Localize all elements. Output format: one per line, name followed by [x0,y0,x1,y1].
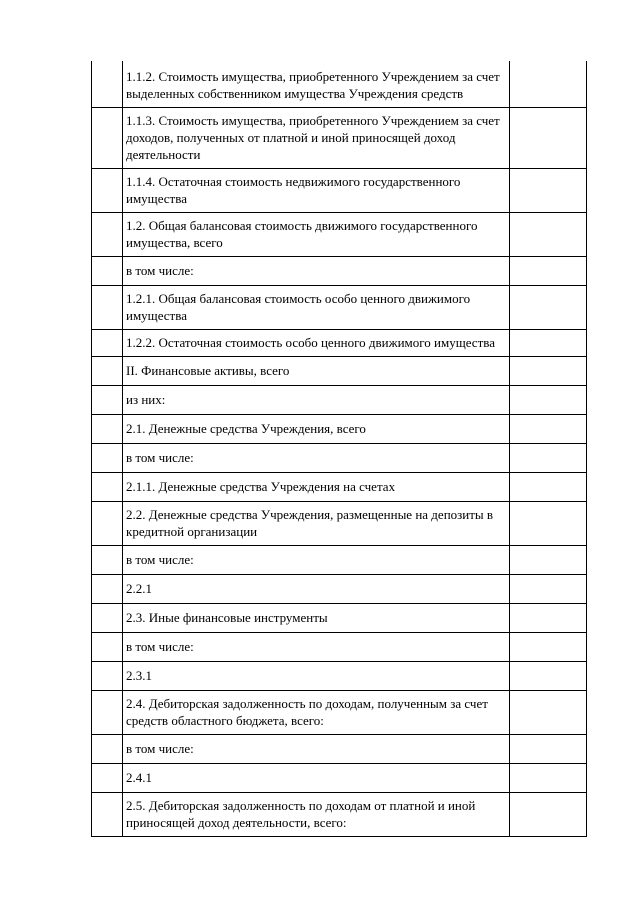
indicator-name-cell: 1.2.1. Общая балансовая стоимость особо ценного движимого имущества [123,286,510,330]
value-cell [510,357,587,386]
row-number-cell [92,575,123,604]
table-row [92,169,587,213]
table-row [92,633,587,662]
value-cell [510,662,587,691]
indicator-name-cell: 2.4.1 [123,764,510,793]
row-number-cell [92,444,123,473]
value-cell [510,575,587,604]
value-cell [510,604,587,633]
table-row [92,213,587,257]
value-cell [510,444,587,473]
value-cell [510,793,587,837]
row-number-cell [92,793,123,837]
row-number-cell [92,257,123,286]
row-number-cell [92,691,123,735]
indicator-name-cell: II. Финансовые активы, всего [123,357,510,386]
value-cell [510,257,587,286]
indicator-name-cell: 1.2. Общая балансовая стоимость движимого государственного имущества, всего [123,213,510,257]
indicator-name-cell: 2.1. Денежные средства Учреждения, всего [123,415,510,444]
table-row [92,764,587,793]
table-row [92,444,587,473]
value-cell [510,330,587,357]
financial-indicators-table [91,61,587,837]
table-row [92,662,587,691]
value-cell [510,169,587,213]
table-row [92,415,587,444]
value-cell [510,286,587,330]
table-row [92,257,587,286]
indicator-name-cell: 2.3.1 [123,662,510,691]
value-cell [510,691,587,735]
row-number-cell [92,662,123,691]
value-cell [510,502,587,546]
table-row [92,575,587,604]
value-cell [510,213,587,257]
value-cell [510,546,587,575]
indicator-name-cell: в том числе: [123,444,510,473]
row-number-cell [92,286,123,330]
row-number-cell [92,108,123,169]
table-row [92,604,587,633]
value-cell [510,108,587,169]
value-cell [510,633,587,662]
indicator-name-cell: 1.2.2. Остаточная стоимость особо ценного движимого имущества [123,330,510,357]
table-row [92,108,587,169]
row-number-cell [92,735,123,764]
table-row [92,357,587,386]
indicator-name-cell: 2.5. Дебиторская задолженность по доходам от платной и иной приносящей доход деятельности, всего: [123,793,510,837]
row-number-cell [92,415,123,444]
indicator-name-cell: 2.2.1 [123,575,510,604]
indicator-name-cell: в том числе: [123,735,510,764]
indicator-name-cell: в том числе: [123,257,510,286]
table-row [92,735,587,764]
value-cell [510,415,587,444]
indicator-name-cell: из них: [123,386,510,415]
indicator-name-cell: 1.1.4. Остаточная стоимость недвижимого государственного имущества [123,169,510,213]
indicator-name-cell: 1.1.3. Стоимость имущества, приобретенного Учреждением за счет доходов, полученных от платной и иной приносящей доход деятельности [123,108,510,169]
table-row [92,330,587,357]
row-number-cell [92,169,123,213]
value-cell [510,764,587,793]
row-number-cell [92,61,123,108]
row-number-cell [92,502,123,546]
indicator-name-cell: 2.1.1. Денежные средства Учреждения на счетах [123,473,510,502]
row-number-cell [92,764,123,793]
table-row [92,546,587,575]
value-cell [510,386,587,415]
row-number-cell [92,386,123,415]
indicator-name-cell: 2.4. Дебиторская задолженность по доходам, полученным за счет средств областного бюджета, всего: [123,691,510,735]
indicator-name-cell: в том числе: [123,546,510,575]
table-row [92,793,587,837]
indicator-name-cell: 2.2. Денежные средства Учреждения, размещенные на депозиты в кредитной организации [123,502,510,546]
row-number-cell [92,633,123,662]
row-number-cell [92,357,123,386]
table-row [92,61,587,108]
indicator-name-cell: в том числе: [123,633,510,662]
row-number-cell [92,546,123,575]
table-row [92,386,587,415]
indicator-name-cell: 1.1.2. Стоимость имущества, приобретенного Учреждением за счет выделенных собственником имущества Учреждения средств [123,61,510,108]
row-number-cell [92,330,123,357]
indicator-name-cell: 2.3. Иные финансовые инструменты [123,604,510,633]
row-number-cell [92,213,123,257]
table-row [92,691,587,735]
table-row [92,502,587,546]
row-number-cell [92,604,123,633]
table-row [92,473,587,502]
value-cell [510,473,587,502]
value-cell [510,735,587,764]
table-row [92,286,587,330]
value-cell [510,61,587,108]
row-number-cell [92,473,123,502]
